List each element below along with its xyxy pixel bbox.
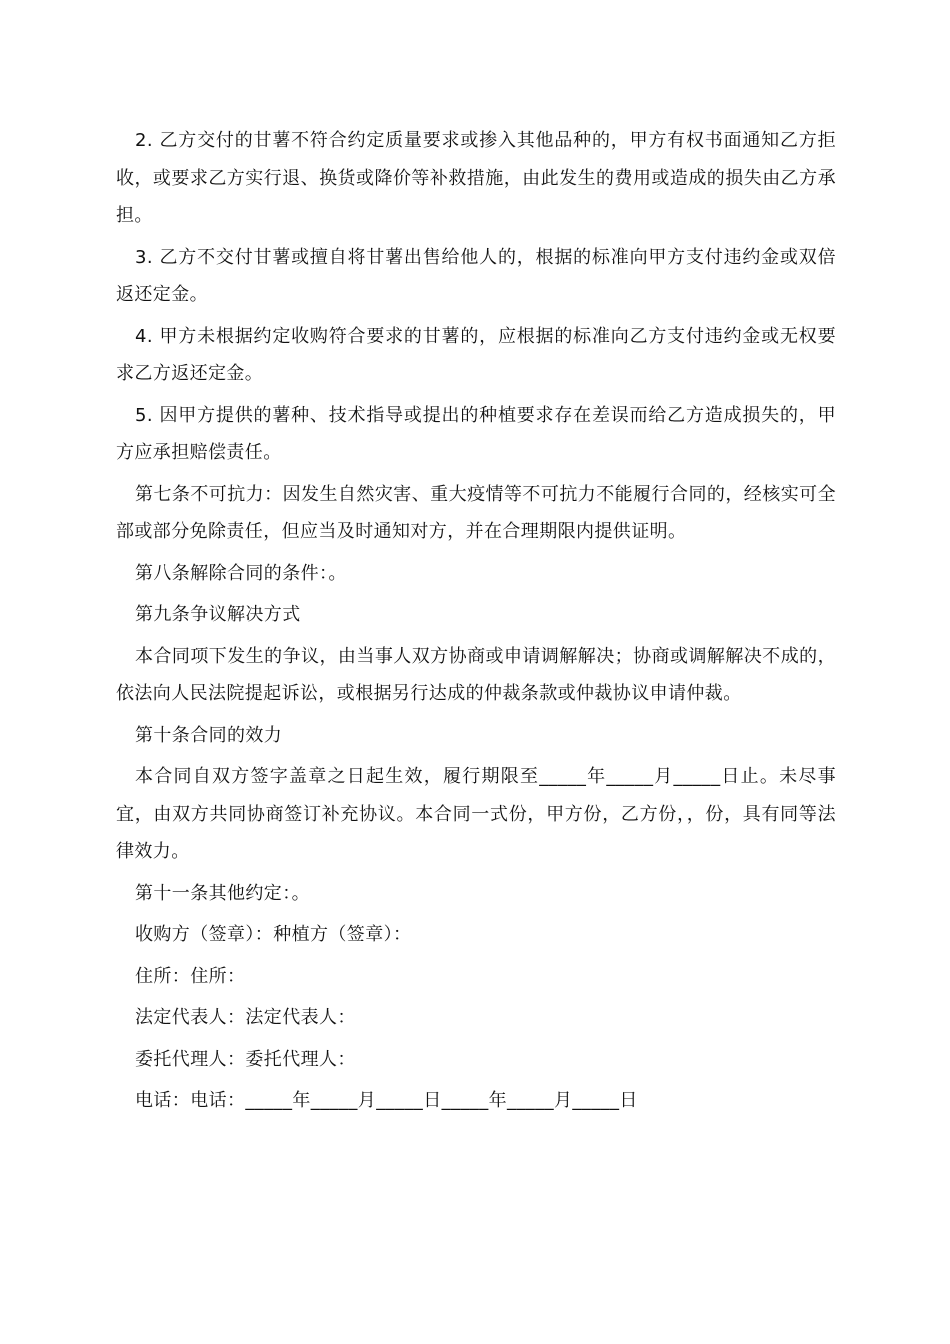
document-body	[116, 122, 836, 1124]
signature-address: 住所：住所：	[135, 965, 246, 987]
clause-9-heading: 第九条争议解决方式	[135, 604, 301, 625]
clause-9-body: 本合同项下发生的争议，由当事人双方协商或申请调解解决；协商或调解解决不成的，依法向人民法院提起诉讼，或根据另行达成的仲裁条款或仲裁协议申请仲裁。	[116, 645, 836, 704]
clause-11-other: 第十一条其他约定：。	[135, 882, 310, 904]
clause-6-item-2: 2. 乙方交付的甘薯不符合约定质量要求或掺入其他品种的，甲方有权书面通知乙方拒收，或要求乙方实行退、换货或降价等补救措施，由此发生的费用或造成的损失由乙方承担。	[116, 130, 836, 226]
signature-parties: 收购方（签章）：种植方（签章）：	[135, 924, 412, 945]
clause-6-item-5: 5. 因甲方提供的薯种、技术指导或提出的种植要求存在差误而给乙方造成损失的，甲方应承担赔偿责任。	[116, 404, 836, 463]
clause-10-heading: 第十条合同的效力	[135, 724, 283, 746]
signature-phone-date: 电话：电话：_____年_____月_____日_____年_____月_____日	[135, 1090, 638, 1111]
signature-agent: 委托代理人：委托代理人：	[135, 1048, 356, 1070]
clause-10-body: 本合同自双方签字盖章之日起生效，履行期限至_____年_____月_____日止。未尽事宜，由双方共同协商签订补充协议。本合同一式份，甲方份，乙方份，，份，具有同等法律效力。	[116, 766, 836, 862]
clause-8-termination: 第八条解除合同的条件：。	[135, 562, 347, 584]
signature-legal-rep: 法定代表人：法定代表人：	[135, 1007, 356, 1028]
clause-7-force-majeure: 第七条不可抗力：因发生自然灾害、重大疫情等不可抗力不能履行合同的，经核实可全部或部分免除责任，但应当及时通知对方，并在合理期限内提供证明。	[116, 483, 836, 542]
clause-6-item-3: 3. 乙方不交付甘薯或擅自将甘薯出售给他人的，根据的标准向甲方支付违约金或双倍返还定金。	[116, 246, 836, 305]
clause-6-item-4: 4. 甲方未根据约定收购符合要求的甘薯的，应根据的标准向乙方支付违约金或无权要求乙方返还定金。	[116, 325, 836, 384]
